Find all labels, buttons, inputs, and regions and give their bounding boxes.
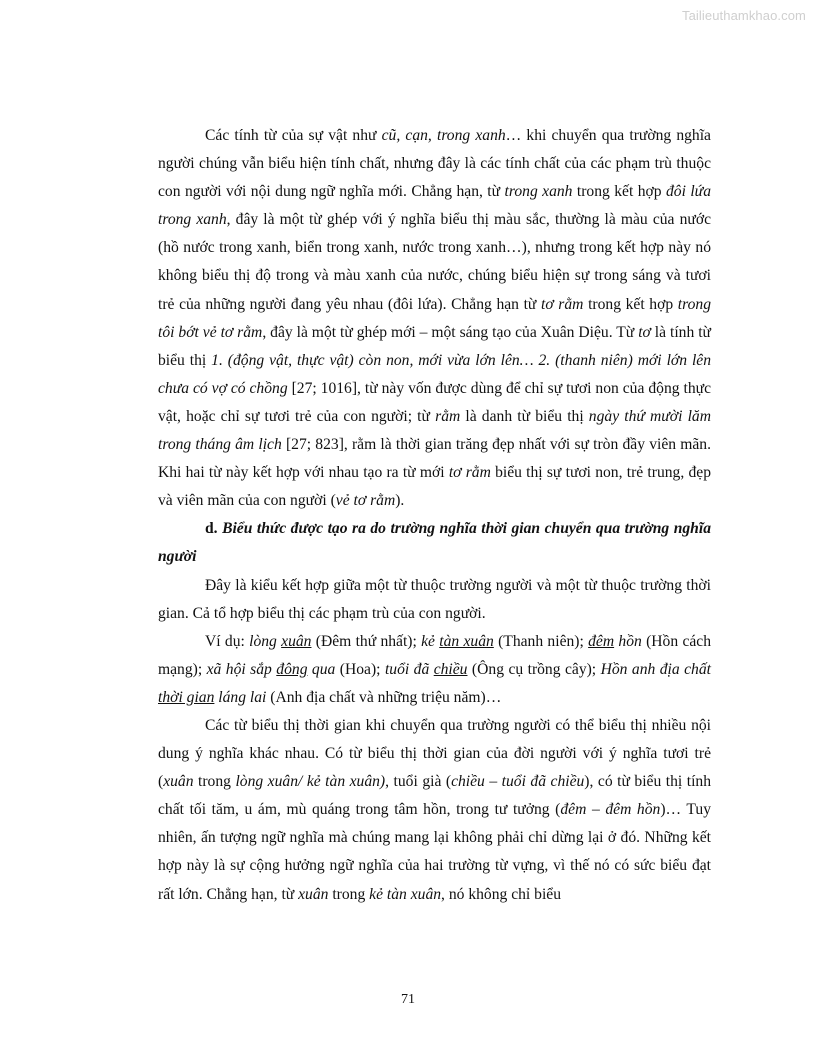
italic-term: tuổi đã bbox=[384, 660, 434, 678]
italic-term: tơ rằm bbox=[541, 295, 584, 313]
text-run: Các từ biểu thị thời gian khi chuyển qua trường người có thể biểu thị nhiều nội dung ý nghĩa khác nhau. Có từ biểu thị thời gian của đời người với ý nghĩa tươi trẻ ( bbox=[158, 716, 711, 791]
page-body bbox=[158, 122, 711, 909]
page-number: 71 bbox=[401, 992, 415, 1007]
text-run: (Hồn cách mạng); bbox=[158, 632, 712, 678]
italic-term: trong xanh bbox=[504, 183, 573, 201]
italic-term: láng lai bbox=[214, 688, 267, 706]
italic-term: lòng xuân/ kẻ tàn xuân) bbox=[235, 773, 386, 791]
text-run: [27; 823], rằm là thời gian trăng đẹp nhất với sự tròn đầy viên mãn. Khi hai từ này kết hợp với nhau tạo ra từ mới bbox=[158, 436, 711, 482]
text-run: (Anh địa chất và những triệu năm)… bbox=[266, 688, 502, 706]
text-run: Các tính từ của sự vật như bbox=[205, 127, 382, 144]
italic-term: xuân bbox=[163, 773, 194, 791]
text-run: , đây là một từ ghép với ý nghĩa biểu thị màu sắc, thường là màu của nước (hồ nước trong xanh, biển trong xanh, nước trong xanh…), nhưng trong kết hợp này nó không biểu thị độ trong và màu xanh của nước, chúng biểu hiện sự trong sáng và tươi trẻ của những người đang yêu nhau (đôi lứa). Chẳng hạn từ bbox=[158, 211, 711, 313]
paragraph-analysis bbox=[158, 712, 711, 909]
italic-term: xuân bbox=[298, 885, 329, 903]
text-run: , đây là một từ ghép mới – một sáng tạo của Xuân Diệu. Từ bbox=[262, 323, 639, 341]
underlined-term: đông bbox=[276, 660, 308, 678]
italic-term: xã hội sắp bbox=[206, 660, 277, 678]
heading-letter: d. bbox=[205, 520, 223, 538]
underlined-term: đêm bbox=[588, 632, 615, 650]
underlined-term: tàn xuân bbox=[439, 632, 494, 650]
text-run: , tuổi già ( bbox=[385, 773, 452, 791]
text-run: trong bbox=[328, 885, 370, 903]
underlined-term: chiều bbox=[433, 660, 468, 678]
text-run: trong bbox=[193, 773, 236, 791]
text-run: (Thanh niên); bbox=[493, 632, 589, 650]
text-run: , nó không chỉ biểu bbox=[441, 885, 562, 903]
text-run: biểu thị sự tươi non, trẻ trung, đẹp và viên mãn của con người ( bbox=[158, 464, 711, 510]
italic-definition: 1. (động vật, thực vật) còn non, mới vừa lớn lên… 2. (thanh niên) mới lớn lên chưa có vợ có chồng bbox=[158, 351, 711, 397]
italic-term: cũ, cạn, trong xanh bbox=[381, 127, 506, 144]
italic-term: Hồn anh địa chất bbox=[600, 660, 711, 678]
italic-term: kẻ bbox=[421, 632, 440, 650]
underlined-term: thời gian bbox=[158, 688, 215, 706]
italic-definition: ngày thứ mười lăm trong tháng âm lịch bbox=[158, 407, 711, 454]
paragraph-adjectives bbox=[158, 122, 711, 515]
italic-term: rằm bbox=[435, 407, 461, 425]
text-run: [27; 1016], từ này vốn được dùng để chỉ sự tươi non của động thực vật, hoặc chỉ sự tươi trẻ của con người; từ bbox=[158, 379, 711, 425]
text-run: (Đêm thứ nhất); bbox=[311, 632, 422, 650]
underlined-term: xuân bbox=[281, 632, 312, 650]
text-run: (Hoa); bbox=[335, 660, 385, 678]
text-run: … khi chuyển qua trường nghĩa người chúng vẫn biểu hiện tính chất, nhưng đây là các tính chất của các phạm trù thuộc con người với nội dung ngữ nghĩa mới. Chẳng hạn, từ bbox=[158, 127, 711, 201]
paragraph-definition: Đây là kiểu kết hợp giữa một từ thuộc trường người và một từ thuộc trường thời gian. Cả tổ hợp biểu thị các phạm trù của con người. bbox=[158, 576, 711, 622]
paragraph-examples bbox=[158, 628, 711, 712]
italic-term: trong tôi bớt vẻ tơ rằm bbox=[158, 295, 711, 341]
italic-term: vẻ tơ rằm bbox=[335, 492, 396, 510]
italic-term: lòng bbox=[249, 632, 282, 650]
text-run: ), có từ biểu thị tính chất tối tăm, u ám, mù quáng trong tâm hồn, trong tư tưởng ( bbox=[158, 773, 711, 819]
watermark: Tailieuthamkhao.com bbox=[681, 8, 806, 23]
italic-term: chiều – tuổi đã chiều bbox=[451, 773, 585, 791]
italic-term: đôi lứa trong xanh bbox=[158, 183, 711, 229]
text-run: là tính từ biểu thị bbox=[158, 323, 711, 369]
italic-term: qua bbox=[307, 660, 336, 678]
text-run: )… Tuy nhiên, ấn tượng ngữ nghĩa mà chúng mang lại không phải chỉ dừng lại ở đó. Những kết hợp này là sự cộng hưởng ngữ nghĩa của hai trường từ vựng, vì thế nó có sức biểu đạt rất lớn. Chẳng hạn, từ bbox=[158, 801, 712, 903]
italic-term: kẻ tàn xuân bbox=[369, 885, 442, 903]
text-run: (Ông cụ trồng cây); bbox=[467, 660, 601, 678]
heading-text: Biểu thức được tạo ra do trường nghĩa thời gian chuyển qua trường nghĩa người bbox=[158, 520, 711, 566]
italic-term: đêm – đêm hồn bbox=[560, 801, 661, 819]
italic-term: tơ rằm bbox=[448, 464, 491, 482]
section-heading-d bbox=[158, 515, 711, 571]
text-run: là danh từ biểu thị bbox=[460, 407, 589, 425]
text-run: ). bbox=[395, 492, 405, 510]
text-run: trong kết hợp bbox=[583, 295, 678, 313]
text-run: trong kết hợp bbox=[572, 183, 666, 201]
italic-term: tơ bbox=[638, 323, 651, 341]
text-run: Ví dụ: bbox=[205, 632, 250, 650]
italic-term: hồn bbox=[614, 632, 642, 650]
